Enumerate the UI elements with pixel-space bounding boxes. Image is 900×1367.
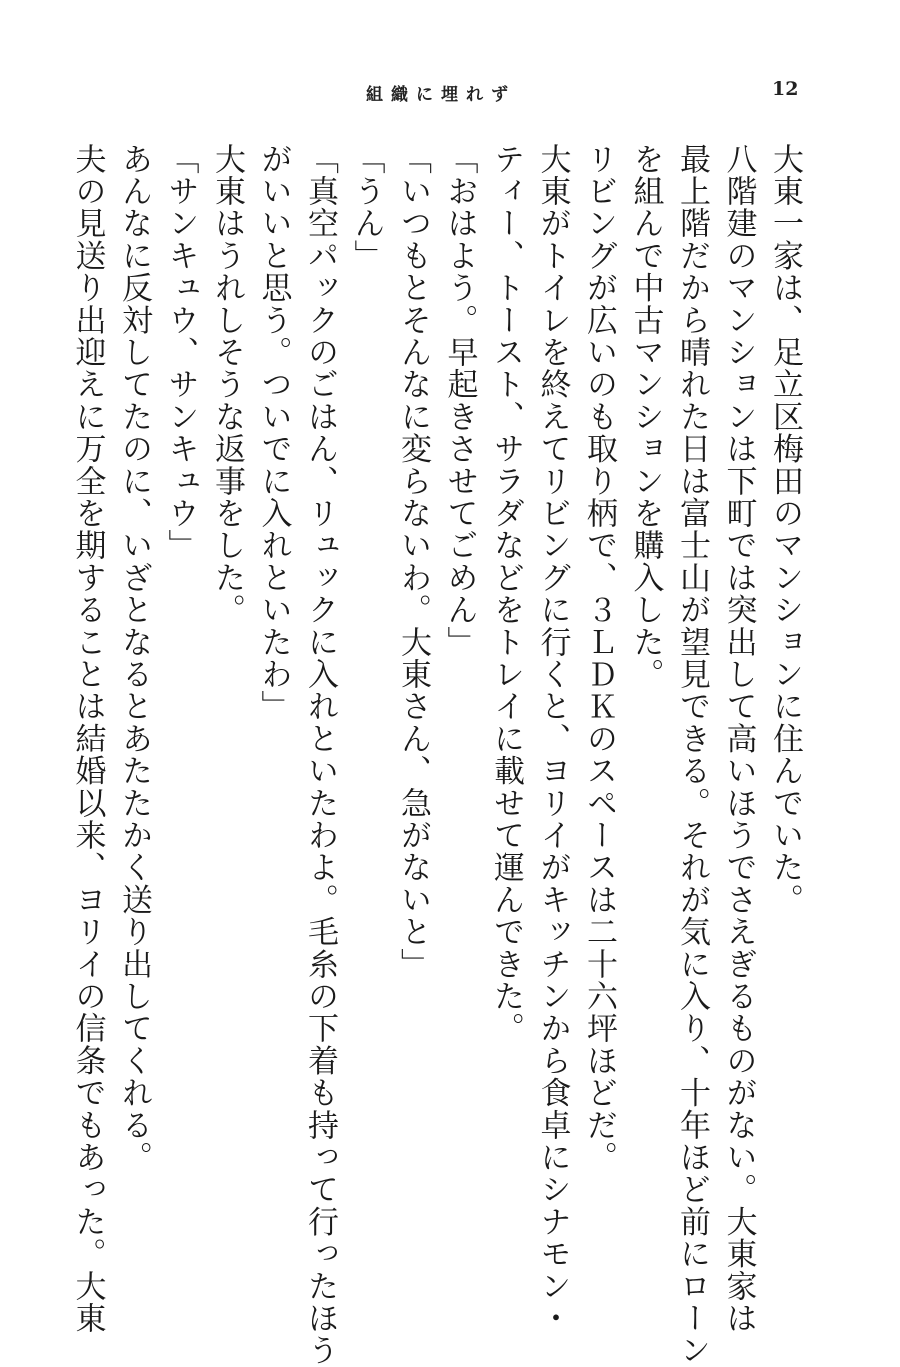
text-line: 大東はうれしそうな返事をした。 (209, 143, 245, 626)
text-line: 「いつもとそんなに変らないわ。大東さん、急がないと」 (395, 143, 431, 981)
running-head: 組織に埋れず (366, 85, 516, 105)
text-line: 「おはよう。早起きさせてごめん」 (441, 143, 478, 659)
text-line: 大東がトイレを終えてリビングに行くと、ヨリイがキッチンから食卓にシナモン・ (534, 143, 571, 1335)
text-line: あんなに反対してたのに、いざとなるとあたたかく送り出してくれる。 (116, 143, 152, 1174)
text-line: がいいと思う。ついでに入れといたわ」 (255, 143, 292, 723)
text-line: 「真空パックのごはん、リュックに入れといたわよ。毛糸の下着も持って行ったほう (302, 143, 338, 1367)
text-line: 大東一家は、足立区梅田のマンションに住んでいた。 (767, 143, 803, 916)
text-line: 「うん」 (348, 143, 385, 272)
vertical-body-text (68, 143, 808, 1367)
text-line: 「サンキュウ、サンキュウ」 (162, 143, 199, 562)
text-line: を組んで中古マンションを購入した。 (627, 143, 664, 691)
text-line: 夫の見送り出迎えに万全を期することは結婚以来、ヨリイの信条でもあった。大東 (69, 143, 106, 1335)
page-number: 12 (772, 78, 799, 100)
text-line: 八階建のマンションは下町では突出して高いほうでさえぎるものがない。大東家は (720, 143, 757, 1335)
text-line: ティー、トースト、サラダなどをトレイに載せて運んできた。 (488, 143, 524, 1045)
text-line: リビングが広いのも取り柄で、３ＬＤＫのスペースは二十六坪ほどだ。 (581, 143, 617, 1174)
text-line: 最上階だから晴れた日は富士山が望見できる。それが気に入り、十年ほど前にローン (674, 143, 710, 1367)
